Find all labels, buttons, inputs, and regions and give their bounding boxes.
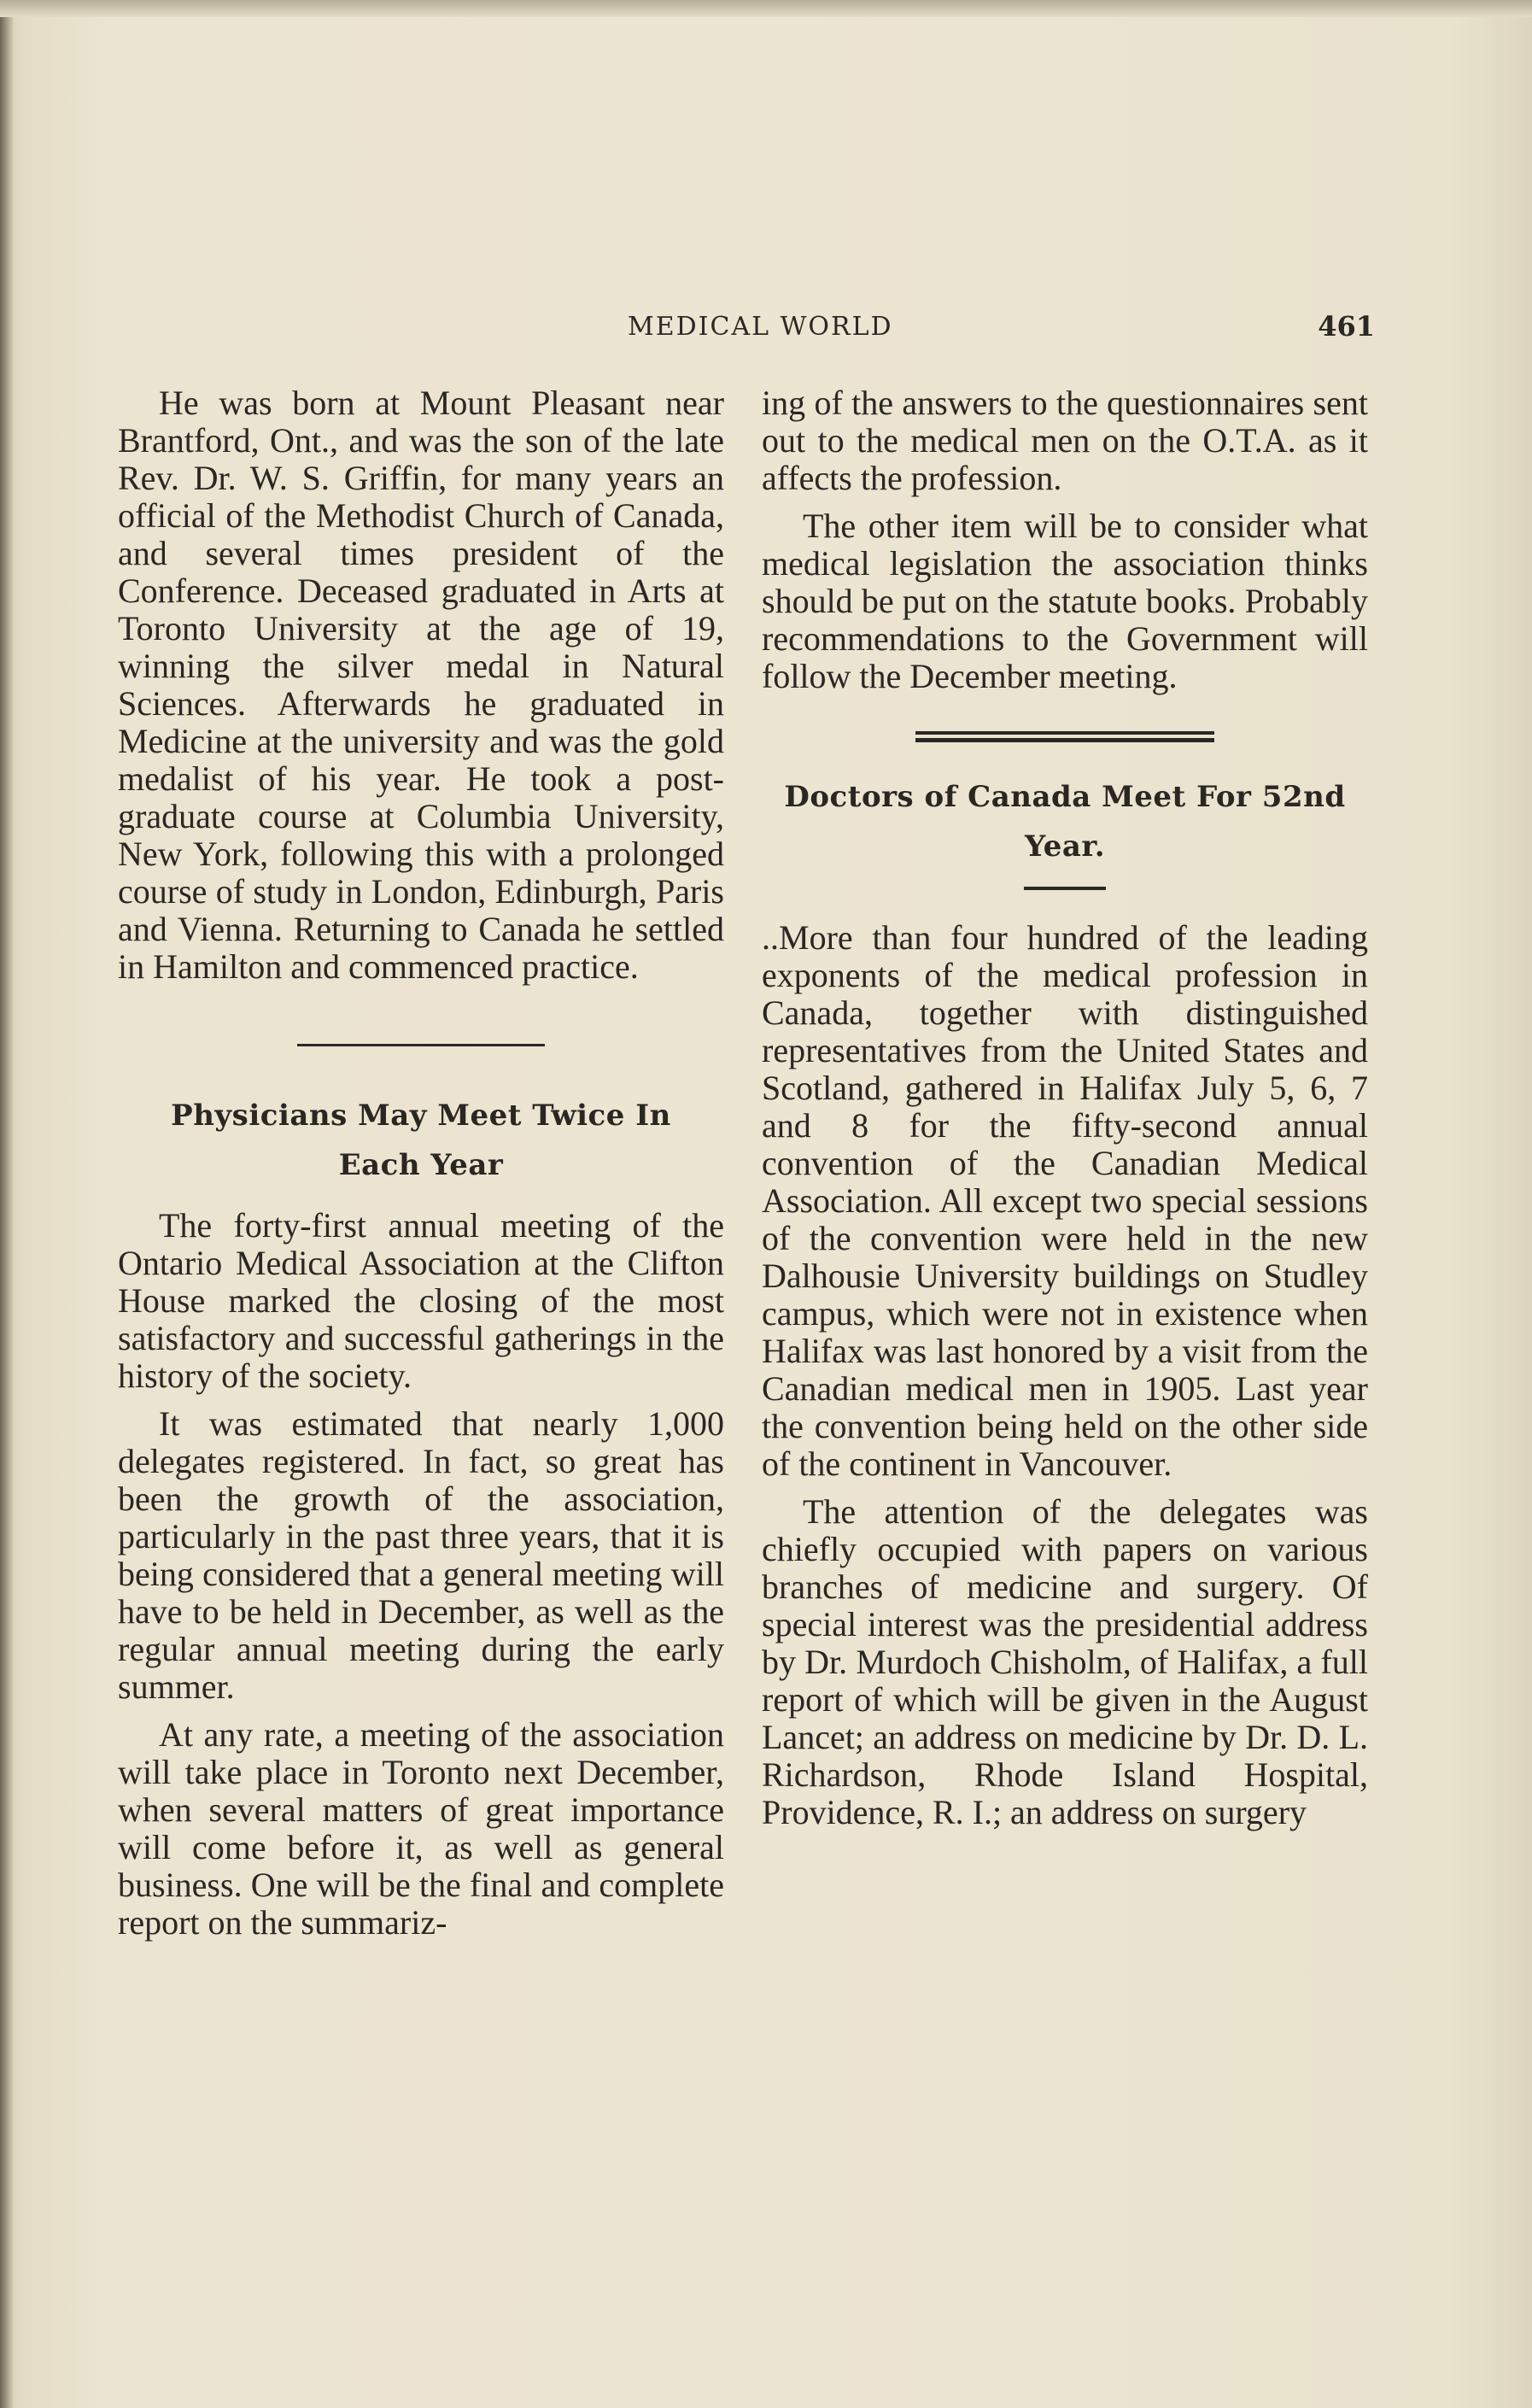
article-heading-doctors [762,772,1368,871]
left-column [118,384,724,1942]
right-column [762,384,1368,1831]
heading-line: Year. [1024,829,1106,864]
article-paragraph: The forty-first annual meeting of the Ontario Medical Association at the Clifton House marked the closing of the most satisfactory and successful gatherings in the history of the society. [118,1206,724,1395]
running-header [111,312,1375,346]
article-body-doctors [762,919,1368,1831]
article-paragraph: At any rate, a meeting of the association will take place in Toronto next December, when several matters of great importance will come before it, as well as general business. One will be the final and complete report on the summariz- [118,1715,724,1942]
heading-line: Physicians May Meet Twice In [171,1099,671,1133]
article-body-physicians [118,1207,724,1942]
page-top-edge [0,0,1532,17]
article-paragraph: The other item will be to consider what medical legislation the association thinks should be put on the statute books. Probably recommendations to the Government will follow the December meeting. [762,507,1368,695]
article-paragraph: It was estimated that nearly 1,000 delegates registered. In fact, so great has been the growth of the association, particularly in the past three years, that it is being considered that a general meeting will have to be held in December, as well as the regular annual meeting during the early summer. [118,1404,724,1706]
continued-paragraph: ing of the answers to the questionnaires sent out to the medical men on the O.T.A. as it affects the profession. [762,384,1368,497]
heading-line: Each Year [338,1148,504,1182]
ornament-rule [915,738,1214,742]
article-heading-physicians [118,1091,724,1190]
ornament-rule [915,731,1214,735]
obituary-paragraph: He was born at Mount Pleasant near Brantford, Ont., and was the son of the late Rev. Dr. W. S. Griffin, for many years an official of the Methodist Church of Canada, and several times president of the Conference. Deceased graduated in Arts at Toronto University at the age of 19, winning the silver medal in Natural Sciences. Afterwards he graduated in Medicine at the university and was the gold medalist of his year. He took a post-graduate course at Columbia University, New York, following this with a prolonged course of study in London, Edinburgh, Paris and Vienna. Returning to Canada he settled in Hamilton and commenced practice. [118,384,724,986]
heading-line: Doctors of Canada Meet For 52nd [784,780,1346,814]
article-paragraph: ..More than four hundred of the leading exponents of the medical profession in Canada, together with distinguished representatives from the United States and Scotland, gathered in Halifax July 5, 6, 7 and 8 for the fifty-second annual convention of the Canadian Medical Association. All except two special sessions of the convention were held in the new Dalhousie University buildings on Studley campus, which were not in existence when Halifax was last honored by a visit from the Canadian medical men in 1905. Last year the convention being held on the other side of the continent in Vancouver. [762,918,1368,1483]
section-divider [297,1044,545,1046]
page-number: 461 [1318,310,1375,343]
section-ornament [915,731,1214,743]
article-paragraph: The attention of the delegates was chiefly occupied with papers on various branches of medicine and surgery. Of special interest was the presidential address by Dr. Murdoch Chisholm, of Halifax, a full report of which will be given in the August Lancet; an address on medicine by Dr. D. L. Richardson, Rhode Island Hospital, Providence, R. I.; an address on surgery [762,1492,1368,1831]
heading-rule [1024,887,1106,890]
binding-gutter [0,0,14,2408]
running-title: MEDICAL WORLD [628,312,893,342]
